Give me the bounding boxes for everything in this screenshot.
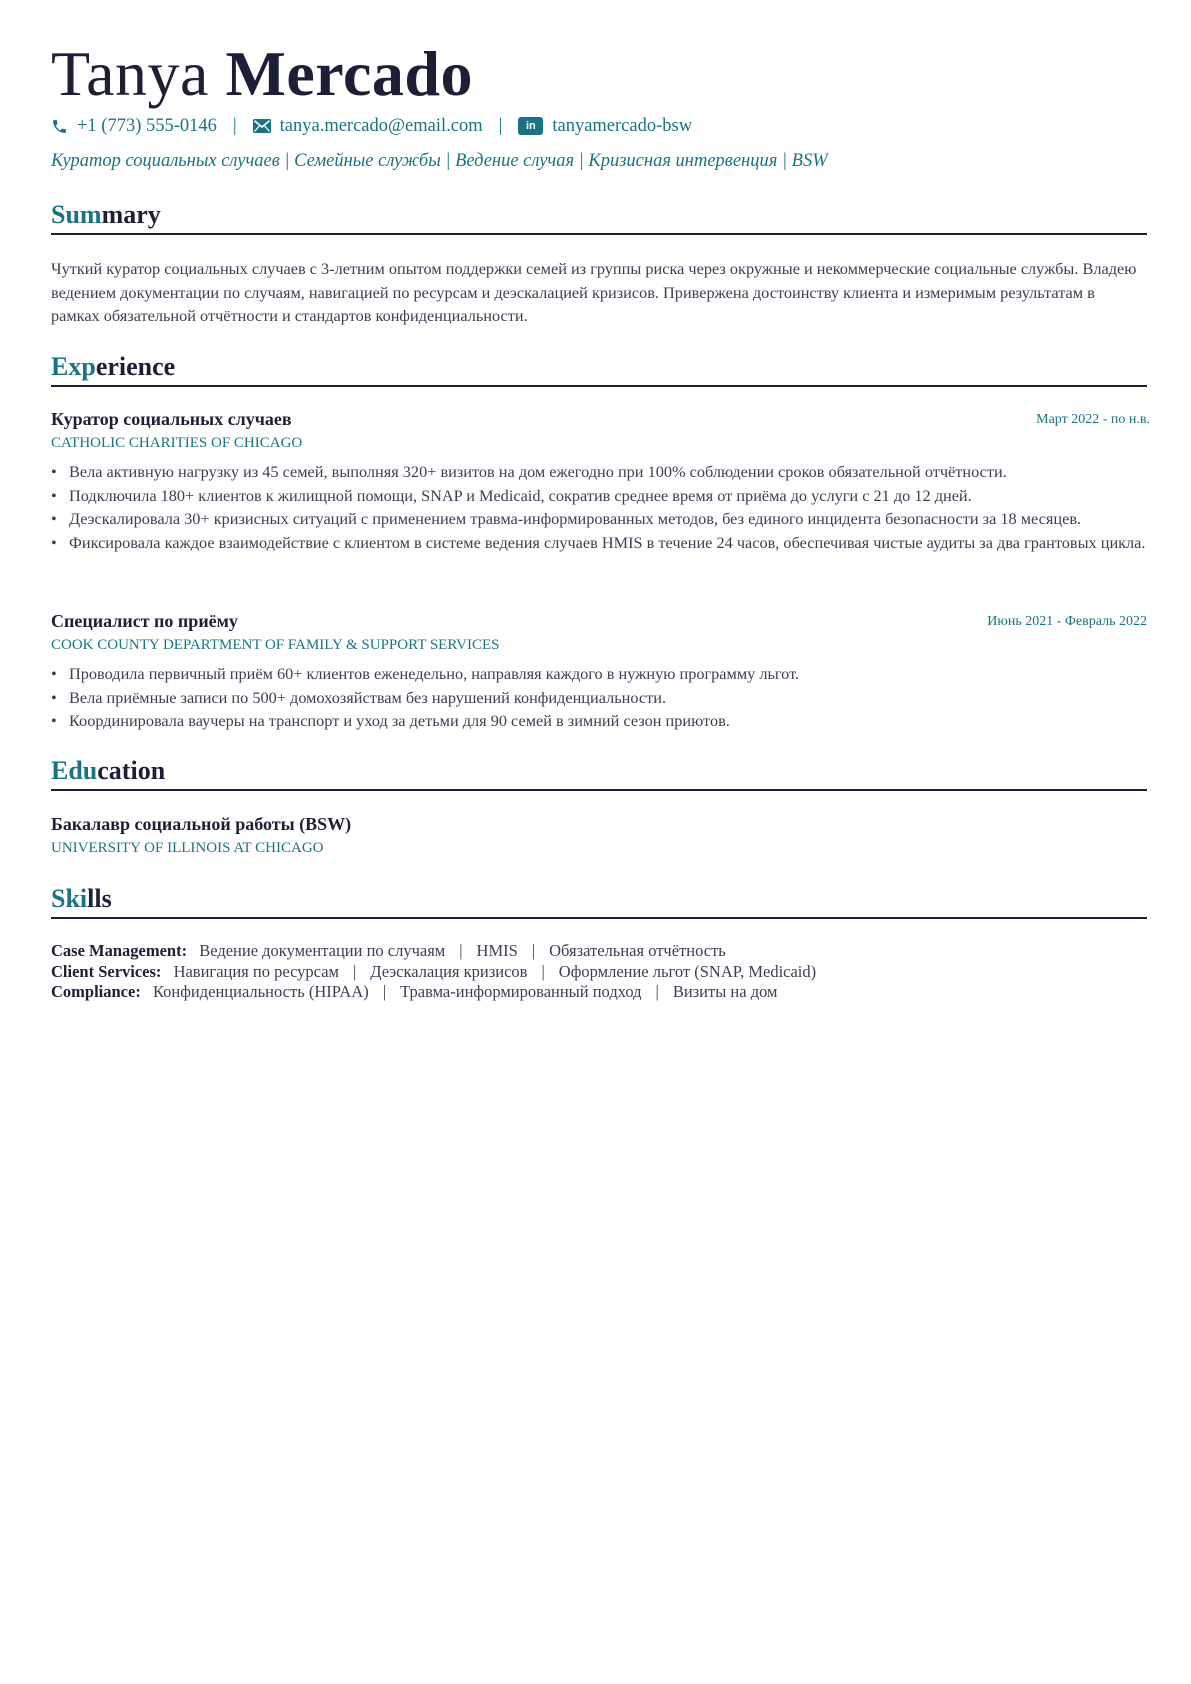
heading-accent: Ski (51, 884, 88, 913)
skill-category: Compliance: (51, 982, 141, 1001)
skill-item: Конфиденциальность (HIPAA) (152, 982, 369, 1001)
job-organization: COOK COUNTY DEPARTMENT OF FAMILY & SUPPORT SERVICES (51, 637, 500, 653)
job-title: Куратор социальных случаев (51, 409, 292, 429)
job-organization: CATHOLIC CHARITIES OF CHICAGO (51, 435, 303, 451)
contact-separator: | (232, 115, 237, 136)
skill-separator: | (382, 982, 387, 1001)
last-name: Mercado (225, 38, 473, 109)
heading-accent: Sum (51, 200, 102, 229)
heading-rest: lls (87, 884, 112, 913)
candidate-name (51, 36, 473, 112)
job-dates: Март 2022 - по н.в. (1036, 412, 1150, 427)
experience-heading (51, 351, 1147, 387)
summary-heading (51, 199, 1147, 235)
job-dates: Июнь 2021 - Февраль 2022 (987, 614, 1147, 629)
skill-item: HMIS (476, 941, 518, 960)
school-name: UNIVERSITY OF ILLINOIS AT CHICAGO (51, 840, 324, 856)
phone-contact[interactable] (51, 116, 217, 137)
phone-number: +1 (773) 555-0146 (77, 115, 217, 136)
heading-rest: mary (101, 200, 161, 229)
tagline: Куратор социальных случаев | Семейные службы | Ведение случая | Кризисная интервенция | BSW (51, 151, 828, 171)
email-address: tanya.mercado@email.com (279, 115, 483, 136)
contact-line (51, 113, 692, 139)
skill-item: Обязательная отчётность (549, 941, 726, 960)
heading-rest: erience (95, 352, 176, 381)
bullet-item: • Вела приёмные записи по 500+ домохозяйствам без нарушений конфиденциальности. (69, 686, 1147, 710)
linkedin-icon (518, 117, 543, 135)
degree-title: Бакалавр социальной работы (BSW) (51, 814, 352, 834)
skill-row (51, 982, 816, 1003)
skill-row (51, 962, 816, 983)
skill-item: Навигация по ресурсам (173, 961, 339, 981)
summary-text: Чуткий куратор социальных случаев с 3-летним опытом поддержки семей из группы риска через окружные и некоммерческие социальные службы. Владею ведением документации по случаям, навигацией по ресурсам и деэскалацией кризисов. Привержена достоинству клиента и измеримым результатам в рамках обязательной отчётности и стандартов конфиденциальности. (51, 259, 1137, 325)
contact-separator: | (498, 115, 503, 136)
first-name: Tanya (51, 38, 209, 109)
bullet-item: • Фиксировала каждое взаимодействие с клиентом в системе ведения случаев HMIS в течение 24 часов, обеспечивая чистые аудиты за два грантовых цикла. (69, 531, 1147, 555)
skill-item: Деэскалация кризисов (370, 961, 528, 981)
skill-row (51, 941, 816, 962)
job-bullets (51, 460, 1147, 554)
heading-accent: Edu (51, 756, 98, 785)
skill-separator: | (541, 961, 545, 981)
skill-category: Client Services: (51, 961, 162, 981)
email-icon (253, 119, 271, 133)
linkedin-handle: tanyamercado-bsw (552, 115, 693, 136)
skill-item: Оформление льгот (SNAP, Medicaid) (558, 961, 817, 981)
skill-separator: | (459, 941, 463, 960)
education-heading (51, 755, 1147, 791)
bullet-item: • Проводила первичный приём 60+ клиентов еженедельно, направляя каждого в нужную программу льгот. (69, 662, 1147, 686)
bullet-item: • Деэскалировала 30+ кризисных ситуаций с применением травма-информированных методов, без единого инцидента безопасности за 18 месяцев. (69, 507, 1147, 531)
skill-item: Травма-информированный подход (400, 982, 642, 1001)
linkedin-badge: in (518, 117, 543, 135)
job-bullets (51, 662, 1147, 733)
skill-item: Визиты на дом (672, 982, 778, 1001)
bullet-item: • Координировала ваучеры на транспорт и уход за детьми для 90 семей в зимний сезон приютов. (69, 709, 1147, 733)
phone-icon (51, 118, 68, 135)
linkedin-contact[interactable] (518, 116, 692, 137)
bullet-item: • Вела активную нагрузку из 45 семей, выполняя 320+ визитов на дом ежегодно при 100% соблюдении сроков обязательной отчётности. (69, 460, 1147, 484)
heading-rest: cation (97, 756, 166, 785)
skills-list (51, 941, 816, 1003)
skill-separator: | (531, 941, 536, 960)
skill-category: Case Management: (51, 941, 188, 960)
heading-accent: Exp (51, 352, 96, 381)
email-contact[interactable] (253, 116, 483, 137)
bullet-item: • Подключила 180+ клиентов к жилищной помощи, SNAP и Medicaid, сократив среднее время от приёма до услуги с 21 до 12 дней. (69, 484, 1147, 508)
skill-separator: | (352, 961, 357, 981)
job-title: Специалист по приёму (51, 611, 238, 631)
skill-item: Ведение документации по случаям (199, 941, 446, 960)
skills-heading (51, 883, 1147, 919)
skill-separator: | (655, 982, 659, 1001)
